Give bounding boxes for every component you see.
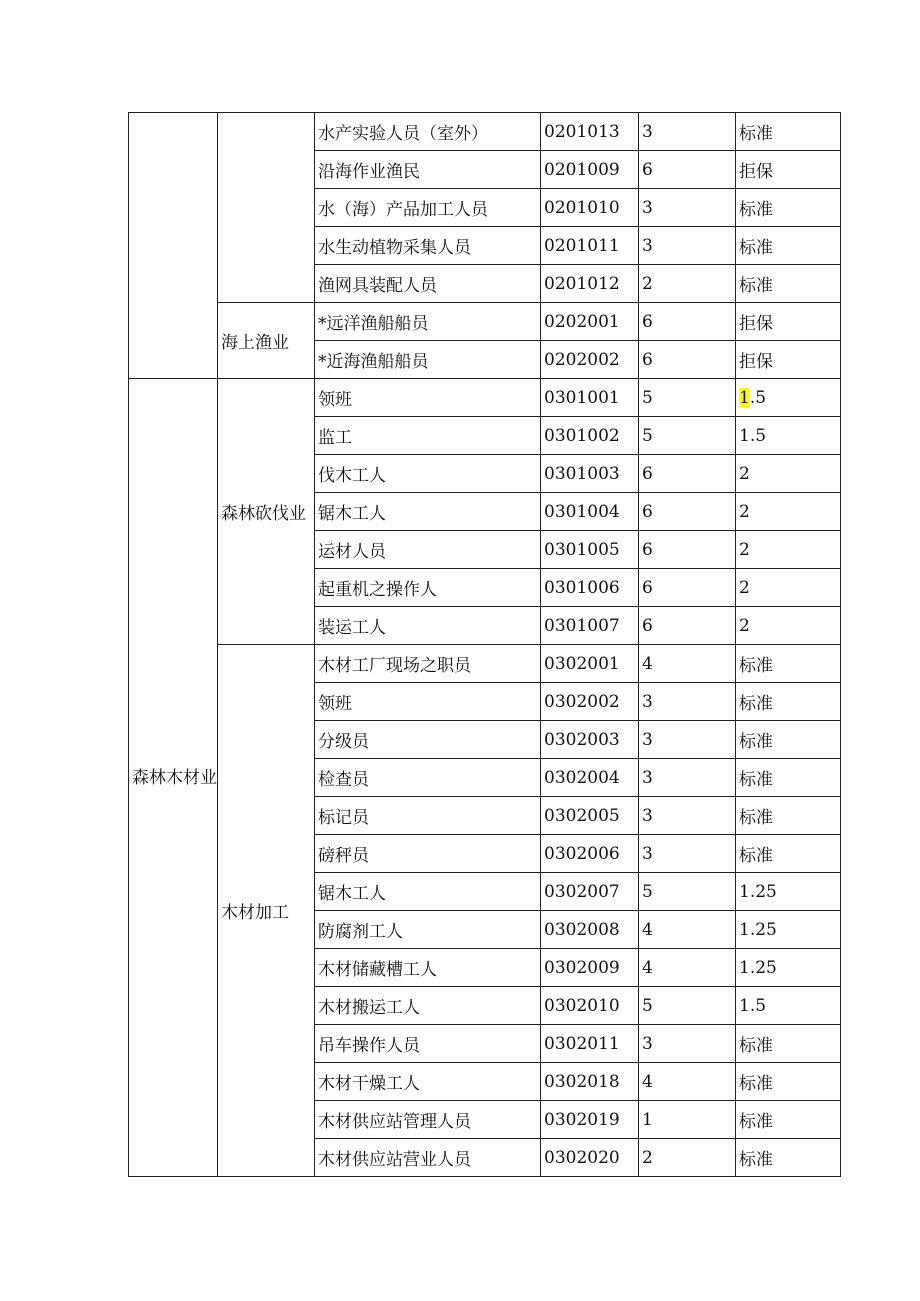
premium-rate-cell: 标准 (736, 227, 841, 265)
table-row (129, 379, 841, 417)
occupation-name-cell: *远洋渔船船员 (315, 303, 541, 341)
table-row (129, 113, 841, 151)
occupation-name-cell: *近海渔船船员 (315, 341, 541, 379)
occupation-name-cell: 木材储藏槽工人 (315, 949, 541, 987)
occupation-name-cell: 沿海作业渔民 (315, 151, 541, 189)
premium-rate-cell: 标准 (736, 797, 841, 835)
risk-class-cell: 1 (639, 1101, 736, 1139)
premium-rate-cell: 1.25 (736, 949, 841, 987)
premium-rate-cell: 标准 (736, 1139, 841, 1177)
risk-class-cell: 3 (639, 1025, 736, 1063)
risk-class-cell: 6 (639, 607, 736, 645)
occupation-code-cell: 0302006 (541, 835, 639, 873)
risk-class-cell: 6 (639, 493, 736, 531)
occupation-code-cell: 0301002 (541, 417, 639, 455)
premium-rate-cell: 拒保 (736, 151, 841, 189)
occupation-name-cell: 木材供应站管理人员 (315, 1101, 541, 1139)
premium-rate-cell: 标准 (736, 265, 841, 303)
risk-class-cell: 2 (639, 1139, 736, 1177)
premium-rate-cell: 标准 (736, 683, 841, 721)
occupation-name-cell: 装运工人 (315, 607, 541, 645)
occupation-name-cell: 锯木工人 (315, 873, 541, 911)
occupation-code-cell: 0302020 (541, 1139, 639, 1177)
premium-rate-cell: 标准 (736, 835, 841, 873)
occupation-code-cell: 0302018 (541, 1063, 639, 1101)
subcategory-cell: 木材加工 (218, 645, 315, 1177)
subcategory-cell: 森林砍伐业 (218, 379, 315, 645)
occupation-code-cell: 0301006 (541, 569, 639, 607)
occupation-code-cell: 0201009 (541, 151, 639, 189)
premium-rate-cell: 标准 (736, 759, 841, 797)
premium-rate-cell: 标准 (736, 1063, 841, 1101)
occupation-code-cell: 0302019 (541, 1101, 639, 1139)
occupation-name-cell: 分级员 (315, 721, 541, 759)
subcategory-cell: 海上渔业 (218, 303, 315, 379)
risk-class-cell: 2 (639, 265, 736, 303)
occupation-code-cell: 0302011 (541, 1025, 639, 1063)
risk-class-cell: 4 (639, 1063, 736, 1101)
occupation-name-cell: 运材人员 (315, 531, 541, 569)
occupation-code-cell: 0301004 (541, 493, 639, 531)
risk-class-cell: 3 (639, 797, 736, 835)
premium-rate-cell: 标准 (736, 645, 841, 683)
occupation-name-cell: 监工 (315, 417, 541, 455)
risk-class-cell: 6 (639, 531, 736, 569)
occupation-code-cell: 0202002 (541, 341, 639, 379)
risk-class-cell: 3 (639, 683, 736, 721)
occupation-name-cell: 防腐剂工人 (315, 911, 541, 949)
risk-class-cell: 3 (639, 835, 736, 873)
category-cell (129, 113, 218, 379)
risk-class-cell: 6 (639, 569, 736, 607)
occupation-table (128, 112, 841, 1177)
highlighted-text: 1 (739, 387, 750, 408)
occupation-name-cell: 渔网具装配人员 (315, 265, 541, 303)
premium-rate-cell: 2 (736, 607, 841, 645)
risk-class-cell: 4 (639, 949, 736, 987)
risk-class-cell: 5 (639, 987, 736, 1025)
risk-class-cell: 5 (639, 417, 736, 455)
risk-class-cell: 3 (639, 113, 736, 151)
occupation-code-cell: 0302007 (541, 873, 639, 911)
occupation-name-cell: 检查员 (315, 759, 541, 797)
risk-class-cell: 3 (639, 759, 736, 797)
occupation-name-cell: 木材干燥工人 (315, 1063, 541, 1101)
occupation-name-cell: 领班 (315, 683, 541, 721)
occupation-code-cell: 0302001 (541, 645, 639, 683)
premium-rate-cell: 2 (736, 455, 841, 493)
risk-class-cell: 6 (639, 303, 736, 341)
category-cell: 森林木材业 (129, 379, 218, 1177)
risk-class-cell: 4 (639, 911, 736, 949)
occupation-name-cell: 水（海）产品加工人员 (315, 189, 541, 227)
occupation-code-cell: 0302003 (541, 721, 639, 759)
premium-rate-cell: 1.25 (736, 873, 841, 911)
premium-rate-cell: 2 (736, 493, 841, 531)
premium-rate-cell: 标准 (736, 721, 841, 759)
occupation-name-cell: 领班 (315, 379, 541, 417)
occupation-code-cell: 0201010 (541, 189, 639, 227)
occupation-code-cell: 0302005 (541, 797, 639, 835)
premium-rate-cell: 1.25 (736, 911, 841, 949)
occupation-code-cell: 0301007 (541, 607, 639, 645)
occupation-name-cell: 磅秤员 (315, 835, 541, 873)
occupation-name-cell: 锯木工人 (315, 493, 541, 531)
premium-rate-cell: 标准 (736, 1101, 841, 1139)
occupation-name-cell: 起重机之操作人 (315, 569, 541, 607)
occupation-code-cell: 0301003 (541, 455, 639, 493)
premium-rate-cell: 标准 (736, 1025, 841, 1063)
occupation-code-cell: 0202001 (541, 303, 639, 341)
risk-class-cell: 5 (639, 379, 736, 417)
premium-rate-cell (736, 379, 841, 417)
subcategory-cell (218, 113, 315, 303)
risk-class-cell: 3 (639, 189, 736, 227)
premium-rate-cell: 标准 (736, 189, 841, 227)
premium-rate-cell: 标准 (736, 113, 841, 151)
table-row (129, 303, 841, 341)
occupation-code-cell: 0302010 (541, 987, 639, 1025)
occupation-code-cell: 0302004 (541, 759, 639, 797)
premium-rate-cell: 2 (736, 531, 841, 569)
premium-rate-cell: 1.5 (736, 417, 841, 455)
table-row (129, 645, 841, 683)
premium-rate-cell: 2 (736, 569, 841, 607)
occupation-code-cell: 0301001 (541, 379, 639, 417)
occupation-code-cell: 0302008 (541, 911, 639, 949)
premium-rate-text: .5 (749, 387, 767, 408)
occupation-name-cell: 伐木工人 (315, 455, 541, 493)
occupation-code-cell: 0302009 (541, 949, 639, 987)
risk-class-cell: 3 (639, 721, 736, 759)
occupation-name-cell: 吊车操作人员 (315, 1025, 541, 1063)
occupation-code-cell: 0201011 (541, 227, 639, 265)
risk-class-cell: 6 (639, 455, 736, 493)
occupation-name-cell: 标记员 (315, 797, 541, 835)
occupation-name-cell: 木材搬运工人 (315, 987, 541, 1025)
occupation-name-cell: 木材工厂现场之职员 (315, 645, 541, 683)
risk-class-cell: 4 (639, 645, 736, 683)
occupation-code-cell: 0201012 (541, 265, 639, 303)
occupation-code-cell: 0302002 (541, 683, 639, 721)
premium-rate-cell: 拒保 (736, 341, 841, 379)
risk-class-cell: 5 (639, 873, 736, 911)
premium-rate-cell: 1.5 (736, 987, 841, 1025)
occupation-code-cell: 0201013 (541, 113, 639, 151)
premium-rate-cell: 拒保 (736, 303, 841, 341)
risk-class-cell: 3 (639, 227, 736, 265)
occupation-name-cell: 水生动植物采集人员 (315, 227, 541, 265)
document-page (128, 112, 841, 1177)
risk-class-cell: 6 (639, 151, 736, 189)
occupation-code-cell: 0301005 (541, 531, 639, 569)
occupation-name-cell: 木材供应站营业人员 (315, 1139, 541, 1177)
occupation-name-cell: 水产实验人员（室外） (315, 113, 541, 151)
risk-class-cell: 6 (639, 341, 736, 379)
